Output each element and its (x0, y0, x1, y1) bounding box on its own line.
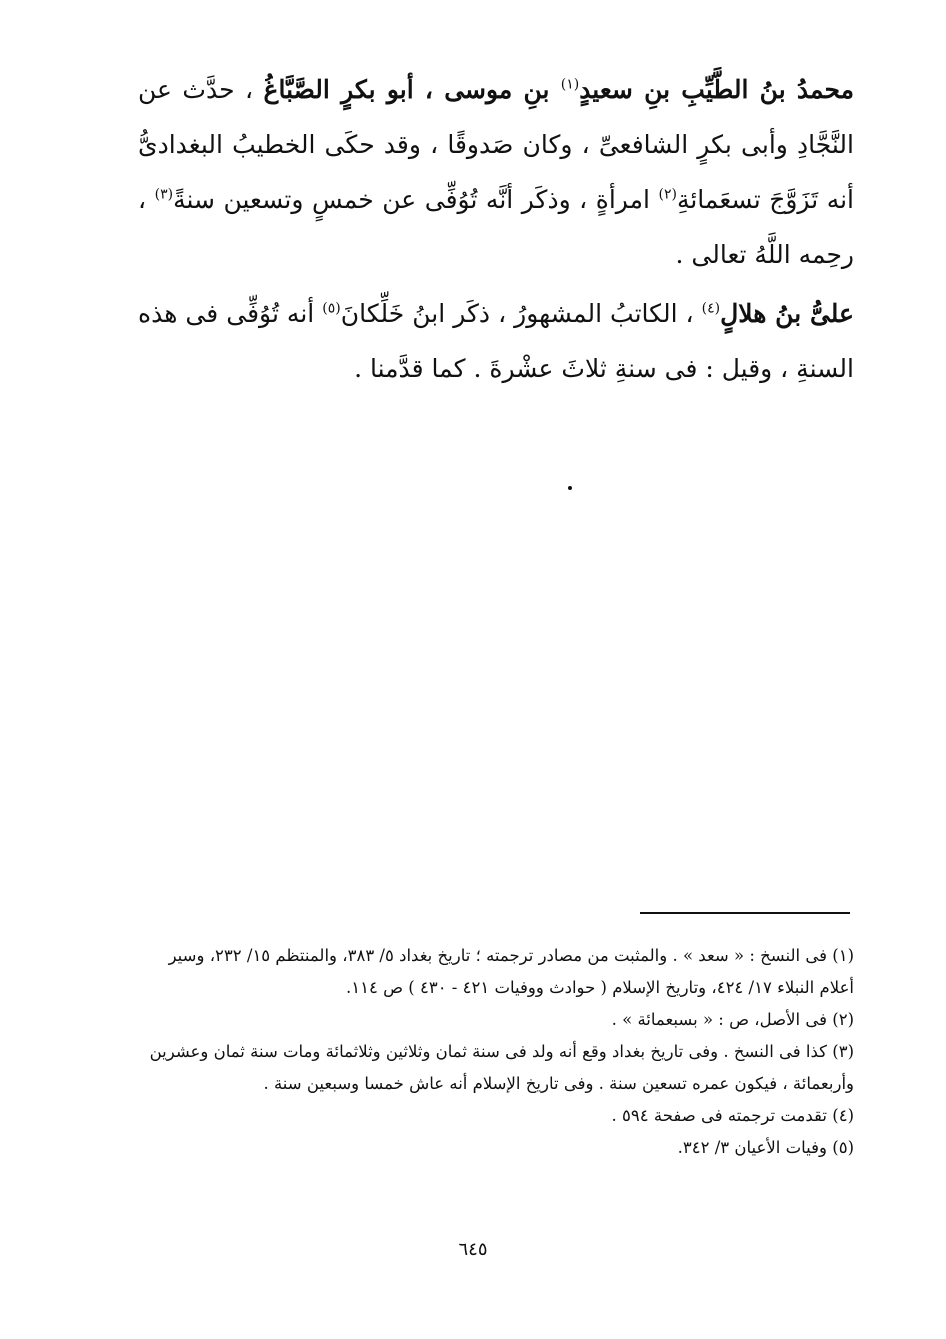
entry-headword: محمدُ بنُ الطَّيِّبِ بنِ سعيدٍ (579, 75, 854, 104)
entry-headword: علىُّ بنُ هلالٍ (720, 299, 854, 328)
footnote-ref: (٢) (658, 186, 677, 203)
footnote-ref: (٣) (154, 186, 174, 203)
entry-text: أنه تُوُفِّى فى هذه السنةِ ، وقيل : فى سنةِ ثلاثَ عشْرةَ . كما قدَّمنا . (138, 299, 854, 383)
entry-headword-cont: بنِ موسى ، أبو بكرٍ الصَّبَّاغُ (263, 75, 561, 104)
biography-entry (138, 62, 854, 282)
footnote-ref: (٤) (701, 300, 721, 317)
entry-text: ، رحِمه اللَّهُ تعالى . (138, 185, 854, 269)
footnote-ref: (٥) (322, 300, 341, 317)
footnote-5: (٥) وفيات الأعيان ٣/ ٣٤٢. (677, 1138, 854, 1157)
entry-text: ، حدَّث عن النَّجَّادِ وأبى بكرٍ الشافعىِّ ، وكان صَدوقًا ، وقد حكَى الخطيبُ البغدادىُّ أنه تَزَوَّجَ تسعَمائةِ (138, 75, 855, 214)
footnote-1: (١) فى النسخ : « سعد » . والمثبت من مصادر ترجمته ؛ تاريخ بغداد ٥/ ٣٨٣، والمنتظم ١٥/ ٢٣٢، وسير أعلام النبلاء ١٧/ ٤٢٤، وتاريخ الإسلام ( حوادث ووفيات ٤٢١ - ٤٣٠ ) ص ١١٤. (168, 946, 854, 997)
footnotes (138, 940, 854, 1164)
ornament-dot (568, 486, 572, 490)
footnote-3: (٣) كذا فى النسخ . وفى تاريخ بغداد وقع أنه ولد فى سنة ثمان وثلاثين وثلاثمائة ومات سنة ثمان وعشرين وأربعمائة ، فيكون عمره تسعين سنة . وفى تاريخ الإسلام أنه عاش خمسا وسبعين سنة . (149, 1042, 854, 1093)
footnote-divider (640, 912, 850, 914)
footnote-2: (٢) فى الأصل، ص : « بسبعمائة » . (611, 1010, 854, 1029)
footnote-4: (٤) تقدمت ترجمته فى صفحة ٥٩٤ . (611, 1106, 854, 1125)
entry-text: امرأةٍ ، وذكَر أنَّه تُوُفِّى عن خمسٍ وتسعين سنةً (173, 185, 659, 214)
main-text (138, 62, 854, 400)
footnote-ref: (١) (560, 76, 580, 93)
biography-entry (138, 286, 854, 396)
entry-text: ، الكاتبُ المشهورُ ، ذكَر ابنُ خَلِّكانَ (340, 299, 702, 328)
page-number: ٦٤٥ (458, 1239, 488, 1260)
